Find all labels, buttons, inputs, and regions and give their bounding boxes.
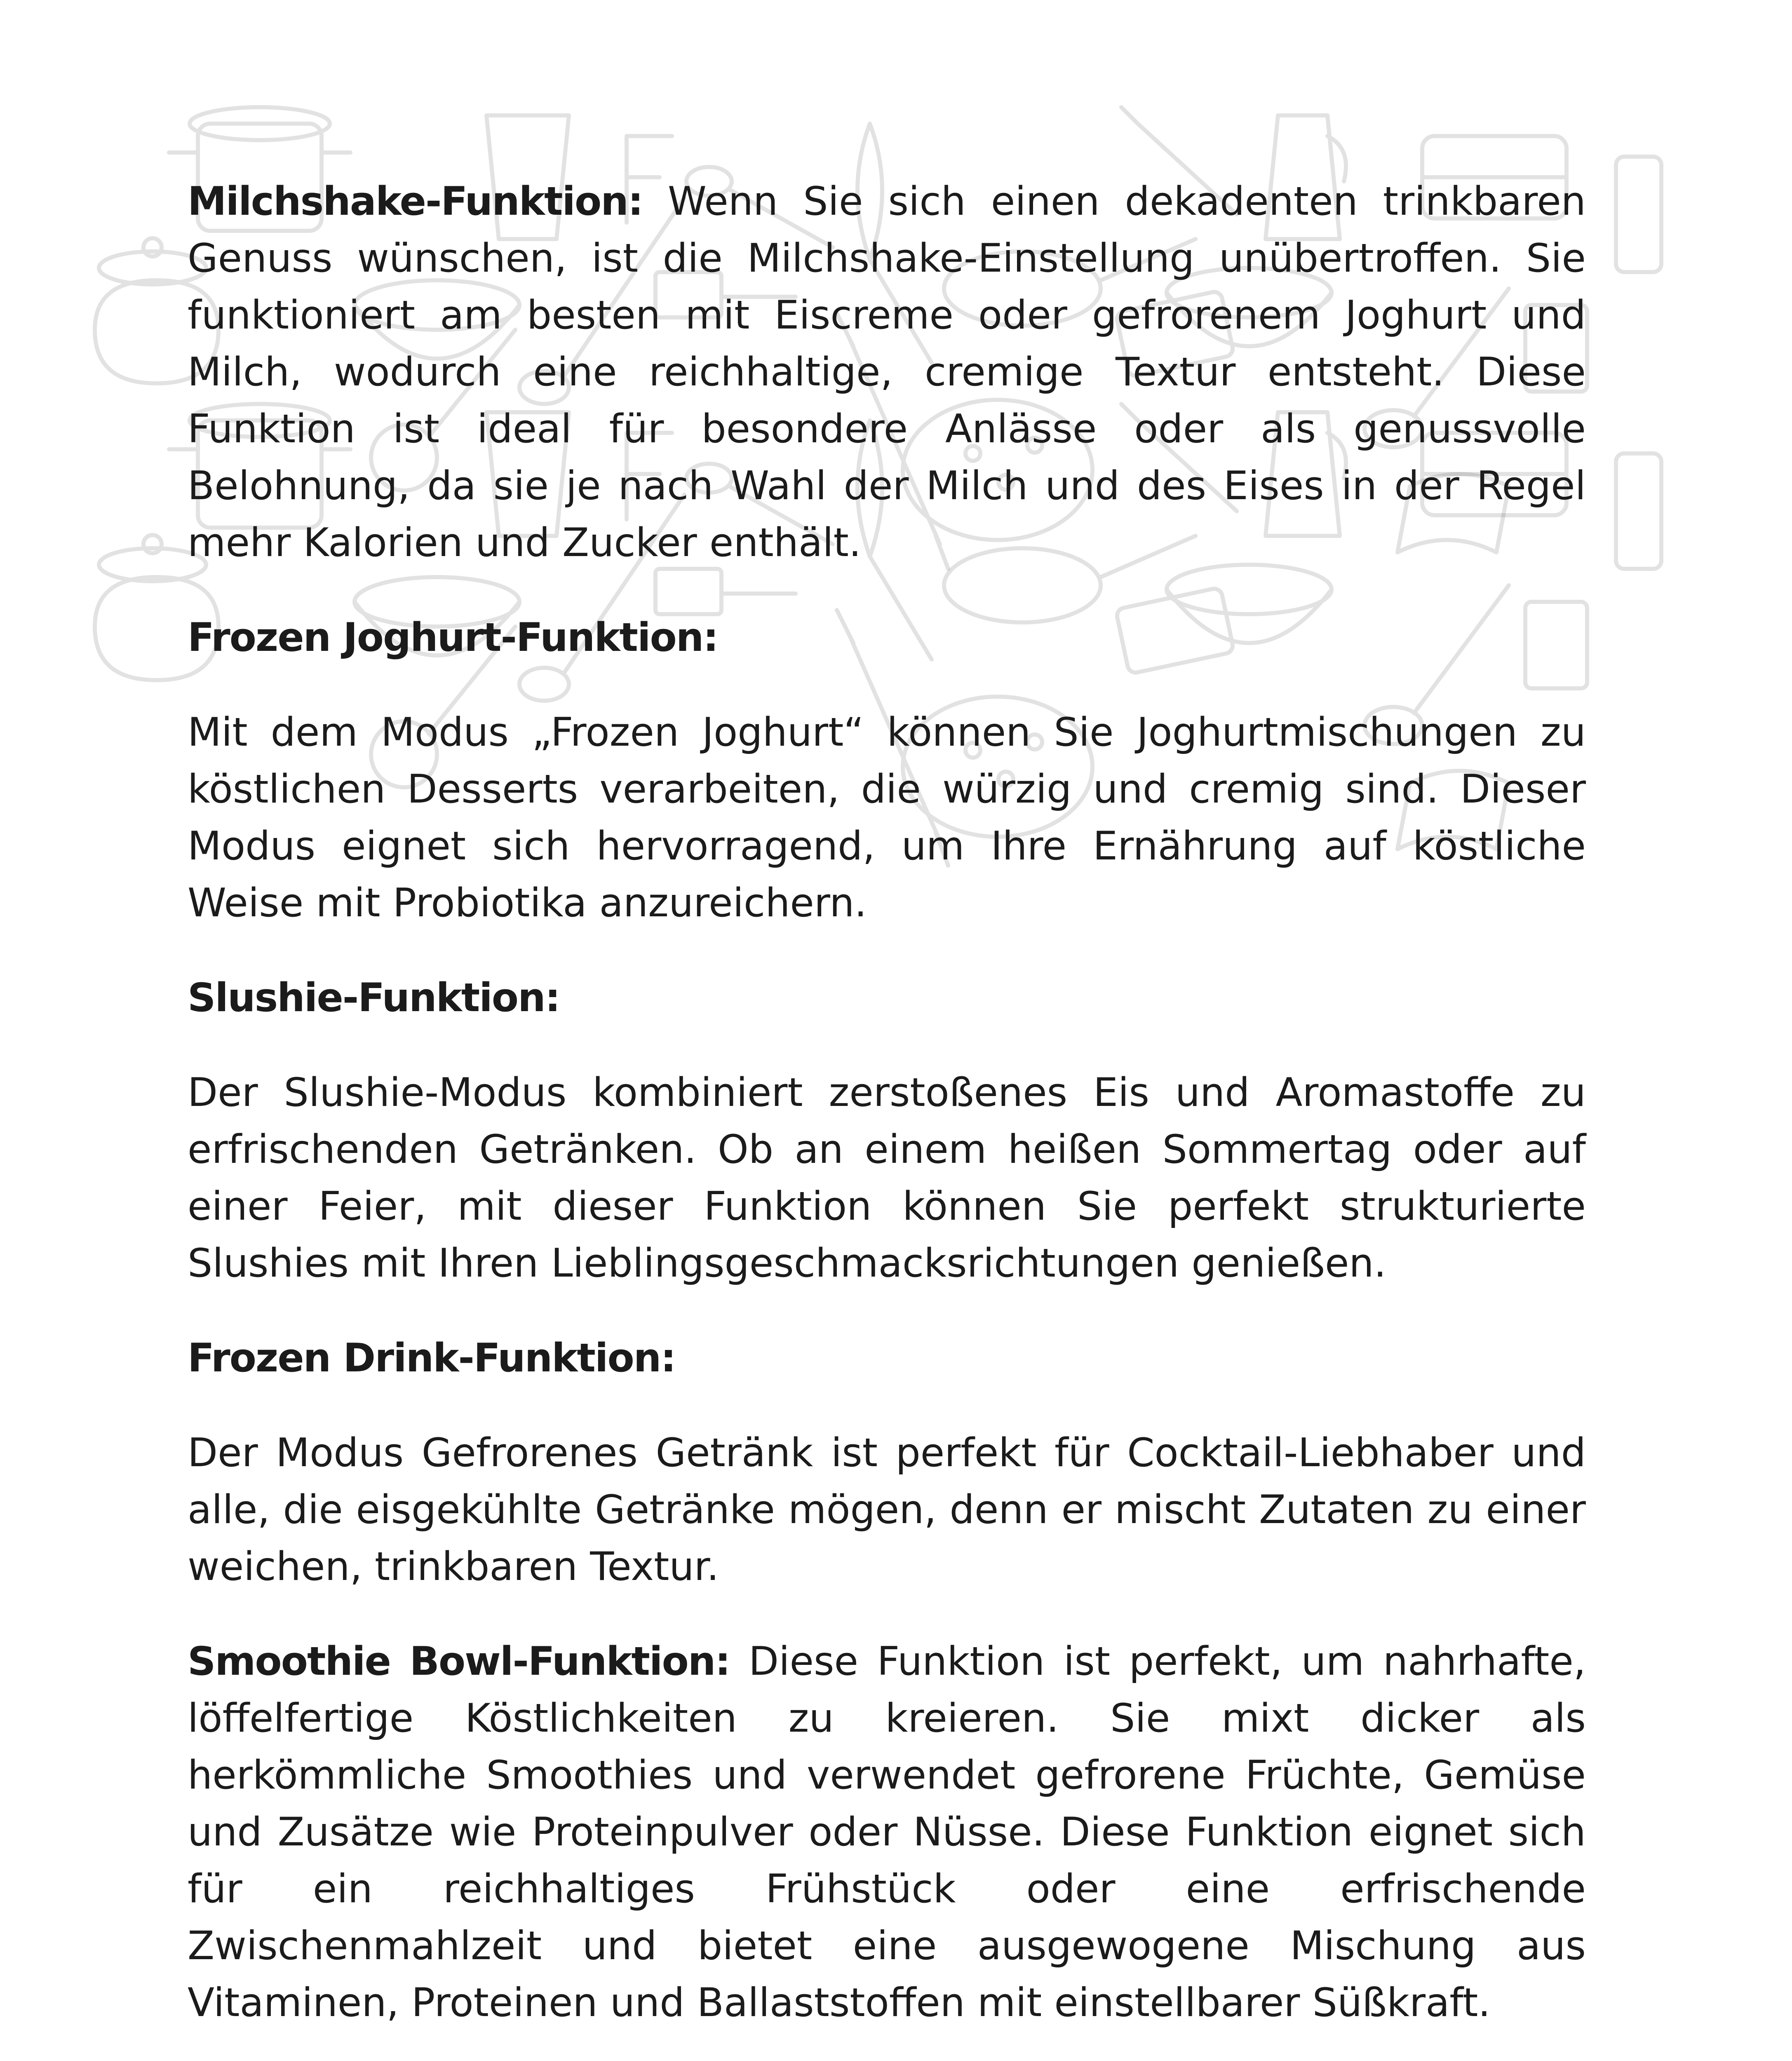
slushie-paragraph: Der Slushie-Modus kombiniert zerstoßenes Eis und Aromastoffe zu erfrischenden Getränken. Ob an einem heißen Sommertag oder auf einer Feier, mit dieser Funktion können Sie perfekt strukturierte Slushies mit Ihren Lieblingsgeschmacksrichtungen genießen. [188, 1070, 1586, 1286]
slushie-heading: Slushie-Funktion: [188, 975, 560, 1021]
document-body [188, 173, 1586, 2061]
frozen-joghurt-paragraph: Mit dem Modus „Frozen Joghurt“ können Sie Joghurtmischungen zu köstlichen Desserts verarbeiten, die würzig und cremig sind. Dieser Modus eignet sich hervorragend, um Ihre Ernährung auf köstliche Weise mit Probiotika anzureichern. [188, 710, 1586, 926]
milchshake-paragraph [188, 173, 1586, 571]
frozen-drink-heading: Frozen Drink-Funktion: [188, 1336, 676, 1381]
milchshake-term: Milchshake-Funktion: [188, 179, 643, 224]
smoothie-bowl-text: Diese Funktion ist perfekt, um nahrhafte, löffelfertige Köstlichkeiten zu kreieren. Sie mixt dicker als herkömmliche Smoothies und verwendet gefrorene Früchte, Gemüse und Zusätze wie Proteinpulver oder Nüsse. Diese Funktion eignet sich für ein reichhaltiges Frühstück oder eine erfrischende Zwischenmahlzeit und bietet eine ausgewogene Mischung aus Vitaminen, Proteinen und Ballaststoffen mit einstellbarer Süßkraft. [188, 1639, 1586, 2026]
smoothie-bowl-paragraph [188, 1633, 1586, 2031]
smoothie-bowl-term: Smoothie Bowl-Funktion: [188, 1639, 730, 1684]
frozen-joghurt-heading: Frozen Joghurt-Funktion: [188, 615, 718, 660]
milchshake-text: Wenn Sie sich einen dekadenten trinkbaren Genuss wünschen, ist die Milchshake-Einstellung unübertroffen. Sie funktioniert am besten mit Eiscreme oder gefrorenem Joghurt und Milch, wodurch eine reichhaltige, cremige Textur entsteht. Diese Funktion ist ideal für besondere Anlässe oder als genussvolle Belohnung, da sie je nach Wahl der Milch und des Eises in der Regel mehr Kalorien und Zucker enthält. [188, 179, 1586, 566]
frozen-drink-paragraph: Der Modus Gefrorenes Getränk ist perfekt für Cocktail-Liebhaber und alle, die eisgekühlte Getränke mögen, denn er mischt Zutaten zu einer weichen, trinkbaren Textur. [188, 1430, 1586, 1589]
